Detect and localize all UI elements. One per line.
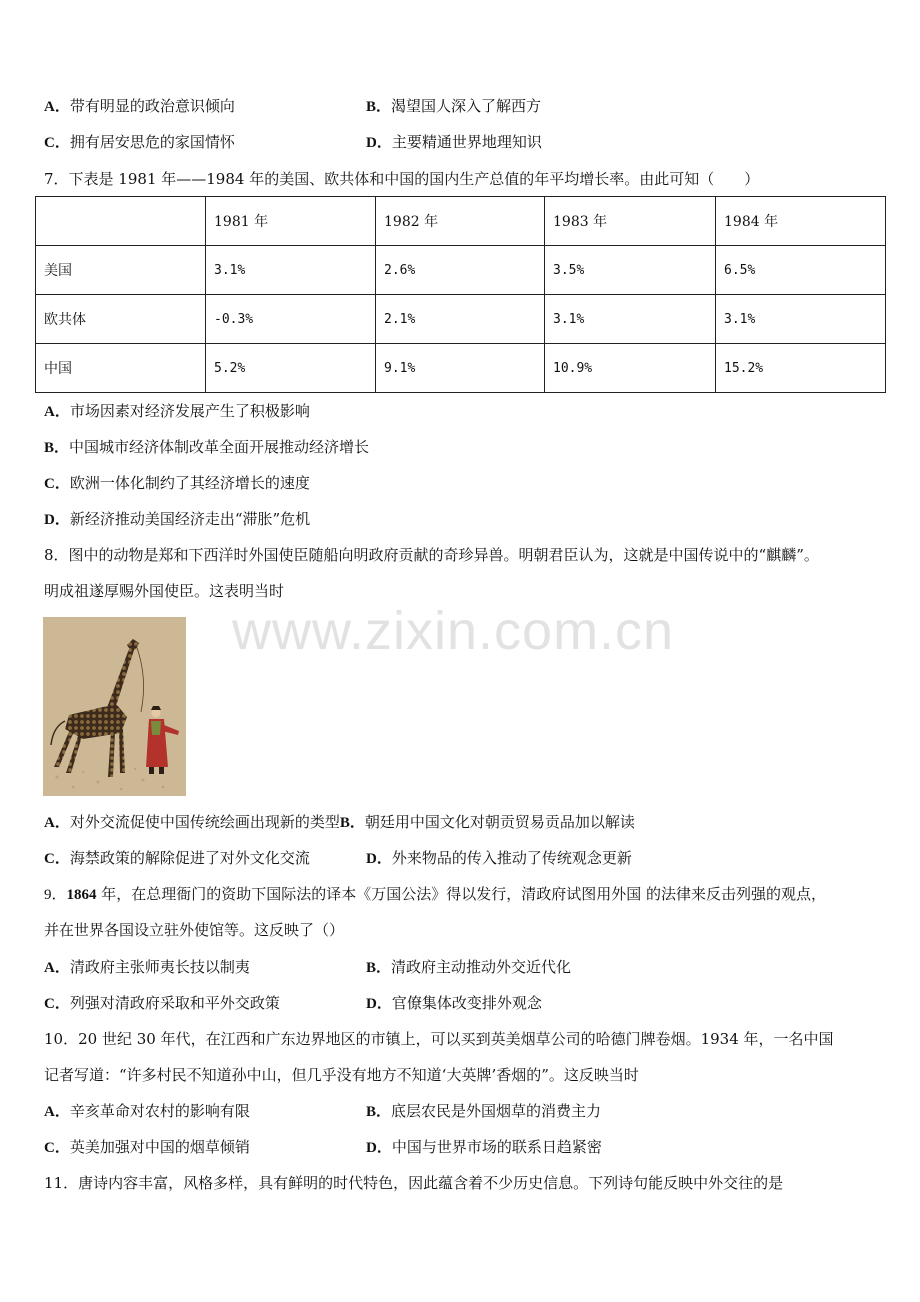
q7-option-c xyxy=(44,473,310,494)
table-header: 1983 年 xyxy=(545,197,716,246)
row-label: 美国 xyxy=(36,246,206,295)
option-text: 拥有居安思危的家国情怀 xyxy=(69,133,235,151)
q9-option-c xyxy=(44,993,280,1014)
giraffe-painting-image xyxy=(43,617,186,796)
option-text: 清政府主动推动外交近代化 xyxy=(391,958,572,976)
option-text: 中国城市经济体制改革全面开展推动经济增长 xyxy=(69,438,370,456)
q9-option-d xyxy=(366,993,542,1014)
table-cell: 3.1% xyxy=(545,295,716,344)
option-text: 渴望国人深入了解西方 xyxy=(391,97,542,115)
gdp-growth-table xyxy=(35,196,886,393)
q7-option-b xyxy=(44,437,369,458)
option-label: A． xyxy=(44,99,70,115)
q10-option-a xyxy=(44,1101,250,1122)
q10-option-d xyxy=(366,1137,602,1158)
table-cell: 9.1% xyxy=(376,344,545,393)
table-cell: 3.5% xyxy=(545,246,716,295)
option-text: 新经济推动美国经济走出“滞胀”危机 xyxy=(69,510,311,528)
option-label: B． xyxy=(366,960,392,976)
option-text: 主要精通世界地理知识 xyxy=(391,133,542,151)
option-label: D． xyxy=(44,512,70,528)
q7-stem: 7．下表是 1981 年——1984 年的美国、欧共体和中国的国内生产总值的年平均增长率。由此可知（ ） xyxy=(44,170,760,188)
option-label: B． xyxy=(339,815,365,831)
option-label: A． xyxy=(44,815,70,831)
option-label: C． xyxy=(44,135,70,151)
option-text: 底层农民是外国烟草的消费主力 xyxy=(391,1102,602,1120)
q8-stem-line2: 明成祖遂厚赐外国使臣。这表明当时 xyxy=(44,582,285,600)
watermark: www.zixin.com.cn xyxy=(232,601,675,661)
table-cell: 2.1% xyxy=(376,295,545,344)
table-cell: 3.1% xyxy=(206,246,376,295)
option-label: B． xyxy=(366,99,392,115)
option-label: D． xyxy=(366,851,392,867)
option-text: 市场因素对经济发展产生了积极影响 xyxy=(69,402,310,420)
option-label: C． xyxy=(44,996,70,1012)
option-text: 朝廷用中国文化对朝贡贸易贡品加以解读 xyxy=(364,813,635,831)
table-header-row xyxy=(36,197,886,246)
option-label: D． xyxy=(366,1140,392,1156)
q8-stem-line1: 8．图中的动物是郑和下西洋时外国使臣随船向明政府贡献的奇珍异兽。明朝君臣认为，这就是中国传说中的“麒麟”。 xyxy=(44,546,819,564)
option-text: 中国与世界市场的联系日趋紧密 xyxy=(391,1138,602,1156)
q6-option-a xyxy=(44,96,235,117)
option-label: C． xyxy=(44,851,70,867)
row-label: 中国 xyxy=(36,344,206,393)
table-cell: 3.1% xyxy=(716,295,886,344)
q9-option-a xyxy=(44,957,250,978)
option-label: C． xyxy=(44,476,70,492)
table-row xyxy=(36,246,886,295)
option-label: D． xyxy=(366,996,392,1012)
q10-option-b xyxy=(366,1101,601,1122)
option-label: D． xyxy=(366,135,392,151)
table-cell: 15.2% xyxy=(716,344,886,393)
table-header: 1982 年 xyxy=(376,197,545,246)
table-cell: 2.6% xyxy=(376,246,545,295)
q10-stem-line2: 记者写道：“许多村民不知道孙中山，但几乎没有地方不知道‘大英牌’香烟的”。这反映当时 xyxy=(44,1066,639,1084)
table-header: 1984 年 xyxy=(716,197,886,246)
table-row xyxy=(36,295,886,344)
table-cell: 10.9% xyxy=(545,344,716,393)
option-text: 欧洲一体化制约了其经济增长的速度 xyxy=(69,474,310,492)
question-number: 9． xyxy=(44,887,67,903)
table-cell: -0.3% xyxy=(206,295,376,344)
q7-option-a xyxy=(44,401,310,422)
option-text: 英美加强对中国的烟草倾销 xyxy=(69,1138,250,1156)
q10-option-c xyxy=(44,1137,250,1158)
stem-text: 年，在总理衙门的资助下国际法的译本《万国公法》得以发行，清政府试图用外国 的法律来反击列强的观点， xyxy=(96,885,827,903)
q6-option-d xyxy=(366,132,542,153)
option-label: A． xyxy=(44,1104,70,1120)
q9-stem-line2: 并在世界各国设立驻外使馆等。这反映了（） xyxy=(44,921,345,939)
option-text: 带有明显的政治意识倾向 xyxy=(69,97,235,115)
q8-option-c xyxy=(44,848,310,869)
q9-stem-line1 xyxy=(44,884,826,905)
option-label: A． xyxy=(44,960,70,976)
year-text: 1864 xyxy=(66,887,97,903)
option-label: C． xyxy=(44,1140,70,1156)
q8-option-d xyxy=(366,848,632,869)
q10-stem-line1: 10．20 世纪 30 年代，在江西和广东边界地区的市镇上，可以买到英美烟草公司的哈德门牌卷烟。1934 年，一名中国 xyxy=(44,1030,834,1048)
q6-option-b xyxy=(366,96,541,117)
option-text: 官僚集体改变排外观念 xyxy=(391,994,542,1012)
option-text: 外来物品的传入推动了传统观念更新 xyxy=(391,849,632,867)
row-label: 欧共体 xyxy=(36,295,206,344)
option-text: 对外交流促使中国传统绘画出现新的类型 xyxy=(69,813,340,831)
table-cell xyxy=(36,197,206,246)
option-label: B． xyxy=(366,1104,392,1120)
q6-option-c xyxy=(44,132,235,153)
table-cell: 5.2% xyxy=(206,344,376,393)
option-text: 辛亥革命对农村的影响有限 xyxy=(69,1102,250,1120)
table-row xyxy=(36,344,886,393)
table-header: 1981 年 xyxy=(206,197,376,246)
q7-option-d xyxy=(44,509,310,530)
q8-options-row1 xyxy=(44,812,635,833)
option-text: 清政府主张师夷长技以制夷 xyxy=(69,958,250,976)
option-text: 列强对清政府采取和平外交政策 xyxy=(69,994,280,1012)
q11-stem: 11．唐诗内容丰富，风格多样，具有鲜明的时代特色，因此蕴含着不少历史信息。下列诗句能反映中外交往的是 xyxy=(44,1174,784,1192)
table-cell: 6.5% xyxy=(716,246,886,295)
option-label: A． xyxy=(44,404,70,420)
option-label: B． xyxy=(44,440,70,456)
q9-option-b xyxy=(366,957,571,978)
option-text: 海禁政策的解除促进了对外文化交流 xyxy=(69,849,310,867)
